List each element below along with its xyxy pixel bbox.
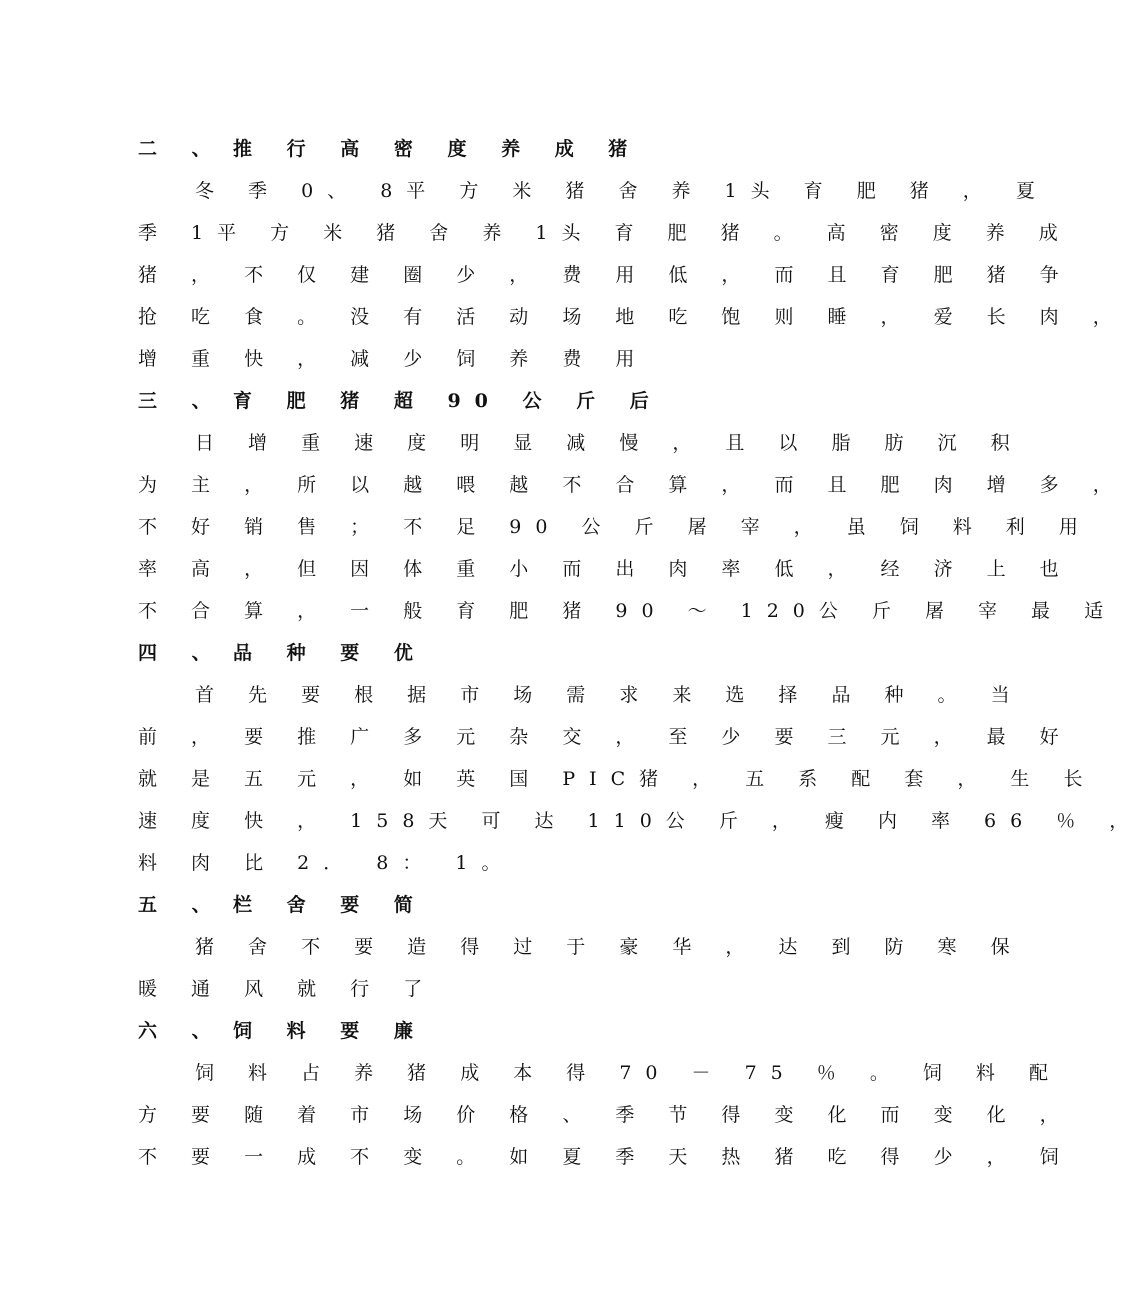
paragraph-line: 料 肉 比 2． 8： 1。 [138,852,515,874]
paragraph-line: 增 重 快 ， 减 少 饲 养 费 用 [138,348,649,370]
section-title: 育 肥 猪 超 90 公 斤 后 [233,390,663,412]
paragraph-line: 不 好 销 售 ； 不 足 90 公 斤 屠 宰 ， 虽 饲 料 利 用 [138,516,1092,538]
section-heading [138,1014,427,1048]
section-number: 五 、 [138,894,225,916]
paragraph-line: 冬 季 0、 8平 方 米 猪 舍 养 1头 育 肥 猪 ， 夏 [195,180,1049,202]
section-title: 栏 舍 要 简 [233,894,427,916]
paragraph-line: 率 高 ， 但 因 体 重 小 而 出 肉 率 低 ， 经 济 上 也 [138,558,1073,580]
section-number: 二 、 [138,138,225,160]
paragraph-line: 抢 吃 食 。 没 有 活 动 场 地 吃 饱 则 睡 ， 爱 长 肉 ， [138,306,1126,328]
paragraph-line: 为 主 ， 所 以 越 喂 越 不 合 算 ， 而 且 肥 肉 增 多 ， [138,474,1126,496]
section-title: 推 行 高 密 度 养 成 猪 [233,138,642,160]
paragraph-line: 首 先 要 根 据 市 场 需 求 来 选 择 品 种 。 当 [195,684,1024,706]
paragraph-line: 不 合 算 ， 一 般 育 肥 猪 90 ～ 120公 斤 屠 宰 最 适 [138,600,1118,622]
paragraph-line: 日 增 重 速 度 明 显 减 慢 ， 且 以 脂 肪 沉 积 [195,432,1024,454]
paragraph-line: 季 1平 方 米 猪 舍 养 1头 育 肥 猪 。 高 密 度 养 成 [138,222,1072,244]
paragraph-line: 前 ， 要 推 广 多 元 杂 交 ， 至 少 要 三 元 ， 最 好 [138,726,1073,748]
section-number: 三 、 [138,390,225,412]
section-title: 饲 料 要 廉 [233,1020,427,1042]
section-title: 品 种 要 优 [233,642,427,664]
section-number: 四 、 [138,642,225,664]
section-number: 六 、 [138,1020,225,1042]
paragraph-line: 不 要 一 成 不 变 。 如 夏 季 天 热 猪 吃 得 少 ， 饲 [138,1146,1073,1168]
paragraph-line: 就 是 五 元 ， 如 英 国 PIC猪 ， 五 系 配 套 ， 生 长 [138,768,1097,790]
paragraph-line: 猪 ， 不 仅 建 圈 少 ， 费 用 低 ， 而 且 育 肥 猪 争 [138,264,1073,286]
paragraph-line: 方 要 随 着 市 场 价 格 、 季 节 得 变 化 而 变 化 ， [138,1104,1073,1126]
section-heading [138,636,427,670]
paragraph-line: 饲 料 占 养 猪 成 本 得 70 － 75 ％ 。 饲 料 配 [195,1062,1062,1084]
paragraph-line: 速 度 快 ， 158天 可 达 110公 斤 ， 瘦 内 率 66 ％ ， [138,810,1142,832]
section-heading [138,132,641,166]
section-heading [138,384,663,418]
paragraph-line: 猪 舍 不 要 造 得 过 于 豪 华 ， 达 到 防 寒 保 [195,936,1024,958]
paragraph-line: 暖 通 风 就 行 了 [138,978,437,1000]
section-heading [138,888,427,922]
